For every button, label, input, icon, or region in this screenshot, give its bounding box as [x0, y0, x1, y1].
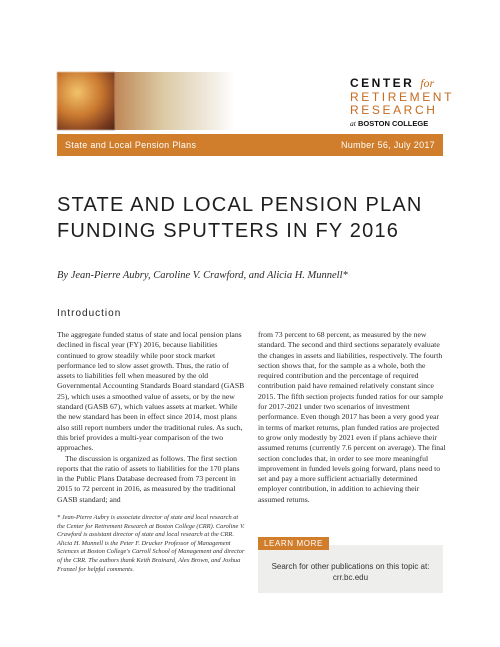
authors: By Jean-Pierre Aubry, Caroline V. Crawford, and Alicia H. Munnell* [57, 270, 348, 281]
series-name: State and Local Pension Plans [65, 140, 197, 150]
issue-number: Number 56, July 2017 [340, 140, 435, 150]
right-column [258, 330, 446, 505]
paragraph: The discussion is organized as follows. The first section reports that the ratio of assets to liabilities for the 170 plans in the Public Plans Database decreased from 73 percent in 2015 to 72 percent in 2016, as measured by the traditional GASB standard; and [57, 453, 240, 504]
learn-more-tab: LEARN MORE [258, 537, 329, 550]
crr-link[interactable]: crr.bc.edu [332, 573, 369, 582]
left-column [57, 330, 245, 505]
learn-more-text: Search for other publications on this topic at: crr.bc.edu [258, 561, 443, 583]
page-title: STATE AND LOCAL PENSION PLAN FUNDING SPUTTERS IN FY 2016 [57, 194, 423, 242]
series-band [57, 134, 443, 156]
crr-logo: CENTER for RETIREMENT RESEARCH at BOSTON COLLEGE [350, 76, 454, 128]
paragraph: The aggregate funded status of state and local pension plans declined in fiscal year (FY) 2016, because liabilities continued to grow steadily while poor stock market performance led to slow asset growth. Thus, the ratio of assets to liabilities fell when measured by the old Governmental Accounting Standards Board standard (GASB 25), which uses a smoothed value of assets, or by the new standard (GASB 67), which values assets at market. While the new standard has been in effect since 2014, most plans also still report numbers under the traditional rules. As such, this brief provides a multi-year comparison of the two approaches. [57, 330, 245, 453]
paragraph: from 73 percent to 68 percent, as measured by the new standard. The second and third sections separately evaluate the changes in assets and liabilities, respectively. The fourth section shows that, for the sample as a whole, both the required contribution and the percentage of required contribution paid have remained relatively constant since 2015. The fifth section projects funded ratios for our sample for 2017-2021 under two scenarios of investment performance. Even though 2017 has been a very good year in terms of market returns, plan funded ratios are projected to grow only modestly by 2021 even if plans achieve their assumed returns (currently 7.6 percent on average). The final section concludes that, in order to see more meaningful improvement in funded levels going forward, plans need to set and pay a more sufficient actuarially determined employer contribution, in addition to achieving their assumed returns. [258, 330, 446, 504]
author-footnote: * Jean-Pierre Aubry is associate director of state and local research at the Center for Retirement Research at Boston College (CRR). Caroline V. Crawford is assistant director of state and local research at the CRR. Alicia H. Munnell is the Peter F. Drucker Professor of Management Sciences at Boston College's Carroll School of Management and director of the CRR. The authors thank Keith Brainard, Alex Brown, and Joshua Franzel for helpful comments. [57, 514, 245, 573]
header-photo [57, 72, 115, 130]
section-heading: Introduction [57, 308, 122, 319]
header-photo-fade [115, 72, 235, 130]
